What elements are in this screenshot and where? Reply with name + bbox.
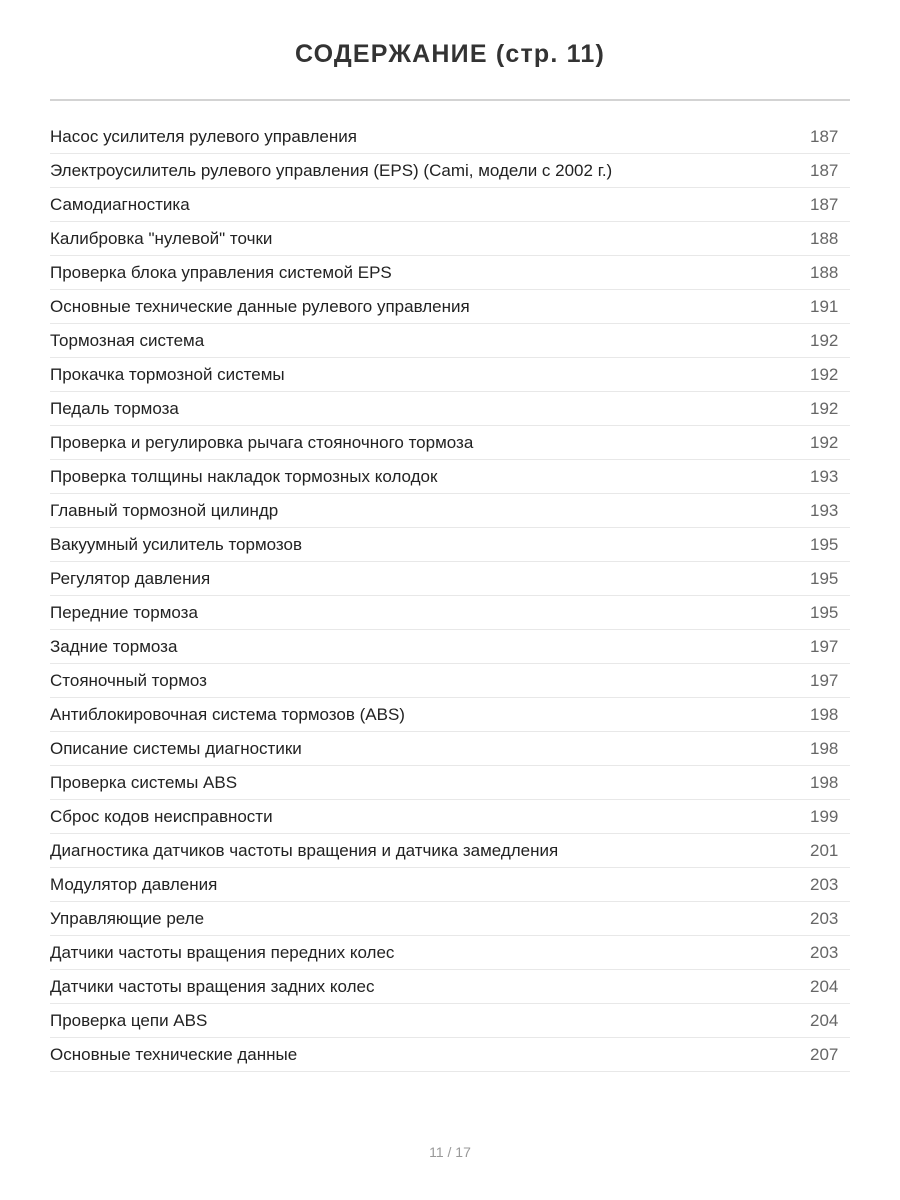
toc-entry-title: Проверка толщины накладок тормозных колодок (50, 466, 438, 486)
toc-entry-page: 195 (810, 602, 839, 622)
toc-entry[interactable] (50, 358, 850, 392)
toc-entry[interactable] (50, 970, 850, 1004)
toc-entry-title: Передние тормоза (50, 602, 198, 622)
toc-entry-title: Калибровка "нулевой" точки (50, 228, 273, 248)
toc-entry[interactable] (50, 392, 850, 426)
toc-entry[interactable] (50, 868, 850, 902)
toc-entry[interactable] (50, 188, 850, 222)
toc-entry-page: 201 (810, 840, 839, 860)
toc-entry-title: Датчики частоты вращения задних колес (50, 976, 375, 996)
toc-entry-page: 203 (810, 942, 839, 962)
toc-entry-page: 187 (810, 126, 839, 146)
toc-entry-page: 193 (810, 466, 839, 486)
toc-list (50, 120, 850, 1072)
toc-entry-title: Самодиагностика (50, 194, 190, 214)
toc-entry-title: Основные технические данные (50, 1044, 298, 1064)
toc-entry-title: Проверка блока управления системой EPS (50, 262, 392, 282)
toc-entry-title: Датчики частоты вращения передних колес (50, 942, 395, 962)
toc-entry-title: Педаль тормоза (50, 398, 179, 418)
toc-entry-title: Регулятор давления (50, 568, 211, 588)
toc-entry-page: 203 (810, 874, 839, 894)
toc-entry-title: Электроусилитель рулевого управления (EPS) (Cami, модели с 2002 г.) (50, 160, 613, 180)
toc-entry[interactable] (50, 562, 850, 596)
toc-entry-title: Насос усилителя рулевого управления (50, 126, 357, 146)
toc-entry-title: Проверка системы ABS (50, 772, 238, 792)
toc-entry-page: 203 (810, 908, 839, 928)
toc-entry-page: 188 (810, 262, 839, 282)
toc-entry[interactable] (50, 936, 850, 970)
toc-entry-title: Диагностика датчиков частоты вращения и датчика замедления (50, 840, 559, 860)
toc-entry-page: 192 (810, 364, 839, 384)
toc-entry-title: Антиблокировочная система тормозов (ABS) (50, 704, 405, 724)
toc-entry-title: Тормозная система (50, 330, 205, 350)
toc-entry-title: Проверка и регулировка рычага стояночного тормоза (50, 432, 474, 452)
toc-entry[interactable] (50, 494, 850, 528)
toc-entry-title: Сброс кодов неисправности (50, 806, 273, 826)
toc-entry-title: Основные технические данные рулевого управления (50, 296, 470, 316)
toc-entry-page: 195 (810, 568, 839, 588)
title-divider (50, 99, 850, 101)
toc-entry[interactable] (50, 766, 850, 800)
toc-entry-page: 188 (810, 228, 839, 248)
toc-entry[interactable] (50, 902, 850, 936)
toc-entry-title: Вакуумный усилитель тормозов (50, 534, 302, 554)
toc-entry[interactable] (50, 222, 850, 256)
toc-entry-title: Стояночный тормоз (50, 670, 207, 690)
toc-entry-title: Модулятор давления (50, 874, 218, 894)
toc-entry-page: 195 (810, 534, 839, 554)
page-indicator: 11 / 17 (429, 1144, 471, 1160)
toc-entry-page: 204 (810, 976, 839, 996)
toc-entry-page: 199 (810, 806, 839, 826)
toc-entry[interactable] (50, 426, 850, 460)
toc-entry-title: Описание системы диагностики (50, 738, 302, 758)
toc-entry-title: Прокачка тормозной системы (50, 364, 285, 384)
toc-entry[interactable] (50, 630, 850, 664)
toc-entry-title: Проверка цепи ABS (50, 1010, 208, 1030)
toc-entry-page: 198 (810, 772, 839, 792)
toc-entry[interactable] (50, 154, 850, 188)
toc-entry-page: 197 (810, 670, 839, 690)
page-title: СОДЕРЖАНИЕ (стр. 11) (294, 40, 606, 68)
toc-entry-title: Задние тормоза (50, 636, 178, 656)
toc-entry-page: 198 (810, 704, 839, 724)
toc-entry-page: 207 (810, 1044, 839, 1064)
toc-entry[interactable] (50, 290, 850, 324)
toc-entry-page: 193 (810, 500, 839, 520)
toc-entry-title: Управляющие реле (50, 908, 205, 928)
toc-entry[interactable] (50, 664, 850, 698)
toc-entry-page: 192 (810, 432, 839, 452)
toc-entry[interactable] (50, 324, 850, 358)
toc-entry[interactable] (50, 460, 850, 494)
toc-entry[interactable] (50, 800, 850, 834)
toc-entry[interactable] (50, 596, 850, 630)
toc-entry[interactable] (50, 1004, 850, 1038)
toc-entry-page: 192 (810, 330, 839, 350)
toc-entry[interactable] (50, 1038, 850, 1072)
toc-entry[interactable] (50, 256, 850, 290)
toc-entry-page: 187 (810, 194, 839, 214)
toc-entry-title: Главный тормозной цилиндр (50, 500, 279, 520)
toc-entry-page: 198 (810, 738, 839, 758)
toc-entry[interactable] (50, 698, 850, 732)
toc-entry[interactable] (50, 732, 850, 766)
toc-entry[interactable] (50, 528, 850, 562)
toc-entry-page: 204 (810, 1010, 839, 1030)
toc-entry[interactable] (50, 834, 850, 868)
toc-entry-page: 191 (810, 296, 839, 316)
toc-entry-page: 197 (810, 636, 839, 656)
toc-entry[interactable] (50, 120, 850, 154)
toc-entry-page: 187 (810, 160, 839, 180)
toc-entry-page: 192 (810, 398, 839, 418)
